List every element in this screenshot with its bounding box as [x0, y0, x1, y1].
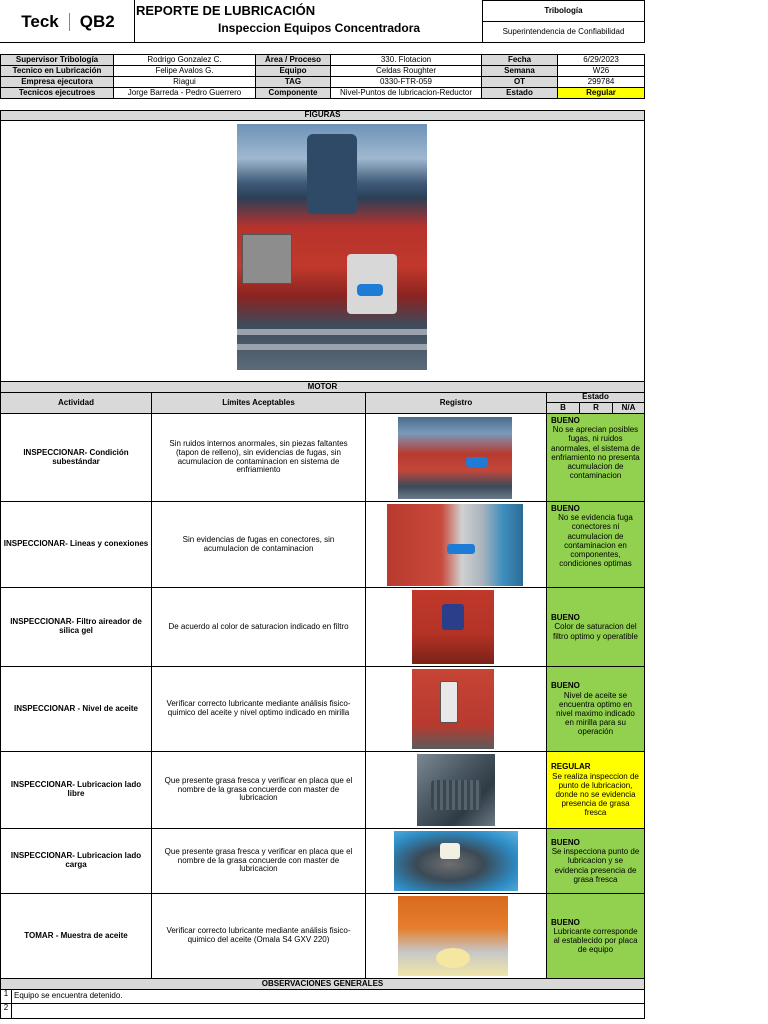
row-actividad: INSPECCIONAR- Lineas y conexiones	[0, 501, 152, 588]
registro-photo	[417, 754, 495, 826]
estado-label: Estado	[481, 87, 558, 99]
col-estado-na: N/A	[612, 402, 645, 414]
estado-head: REGULAR	[551, 762, 591, 772]
ot-value: 299784	[557, 76, 645, 88]
logo-divider	[69, 13, 70, 31]
row-limites: Verificar correcto lubricante mediante análisis fisico-quimico del aceite y nivel optimo indicado en mirilla	[151, 666, 366, 752]
row-limites: Que presente grasa fresca y verificar en placa que el nombre de la grasa concuerde con master de lubricacion	[151, 828, 366, 894]
col-limites: Límites Aceptables	[151, 392, 366, 414]
tecnico-value: Felipe Avalos G.	[113, 65, 256, 77]
estado-body: Se realiza inspeccion de punto de lubricacion, donde no se evidencia presencia de grasa fresca	[552, 771, 639, 818]
row-registro	[365, 828, 547, 894]
main-equipment-photo	[237, 124, 427, 370]
registro-photo	[398, 896, 508, 976]
estado-body: Nivel de aceite se encuentra optimo en nivel maximo indicado en mirilla para su operación	[556, 690, 635, 737]
row-limites: Que presente grasa fresca y verificar en placa que el nombre de la grasa concuerde con master de lubricacion	[151, 751, 366, 829]
componente-label: Componente	[255, 87, 331, 99]
observaciones-header: OBSERVACIONES GENERALES	[0, 978, 645, 990]
semana-label: Semana	[481, 65, 558, 77]
estado-head: BUENO	[551, 416, 580, 425]
equipo-label: Equipo	[255, 65, 331, 77]
registro-photo	[412, 590, 494, 664]
empresa-value: Riagui	[113, 76, 256, 88]
row-actividad: INSPECCIONAR- Lubricacion lado libre	[0, 751, 152, 829]
estado-body: No se aprecian posibles fugas, ni ruidos anormales, el sistema de enfriamiento no presenta acumulacion de contaminacion	[551, 425, 640, 481]
fecha-value: 6/29/2023	[557, 54, 645, 66]
row-estado	[546, 666, 645, 752]
estado-head: BUENO	[551, 613, 580, 623]
row-estado	[546, 413, 645, 502]
estado-head: BUENO	[551, 838, 580, 848]
estado-head: BUENO	[551, 917, 580, 927]
supervisor-value: Rodrigo Gonzalez C.	[113, 54, 256, 66]
row-registro	[365, 751, 547, 829]
estado-head: BUENO	[551, 504, 580, 513]
col-actividad: Actividad	[0, 392, 152, 414]
col-estado-r: R	[579, 402, 613, 414]
row-limites: Sin evidencias de fugas en conectores, sin acumulacion de contaminacion	[151, 501, 366, 588]
estado-head: BUENO	[551, 681, 580, 691]
header-line	[134, 0, 135, 43]
registro-photo	[412, 669, 494, 749]
row-estado	[546, 893, 645, 979]
componente-value: Nivel-Puntos de lubricacion-Reductor	[330, 87, 482, 99]
tag-value: 0330-FTR-059	[330, 76, 482, 88]
logo-teck: Teck	[21, 12, 59, 31]
dept-subtitle: Superintendencia de Confiabilidad	[482, 21, 645, 43]
row-actividad: INSPECCIONAR- Condición subestándar	[0, 413, 152, 502]
row-actividad: TOMAR - Muestra de aceite	[0, 893, 152, 979]
row-limites: Verificar correcto lubricante mediante análisis fisico-quimico del aceite (Omala S4 GXV 220)	[151, 893, 366, 979]
row-estado	[546, 751, 645, 829]
fecha-label: Fecha	[481, 54, 558, 66]
row-estado	[546, 587, 645, 667]
logo	[2, 2, 134, 42]
header-line	[0, 42, 645, 43]
registro-photo	[387, 504, 523, 586]
estado-body: Lubricante corresponde al establecido por placa de equipo	[553, 926, 638, 955]
row-registro	[365, 893, 547, 979]
row-registro	[365, 666, 547, 752]
page-title: REPORTE DE LUBRICACIÓN	[136, 3, 316, 18]
row-estado	[546, 828, 645, 894]
equipo-value: Celdas Roughter	[330, 65, 482, 77]
empresa-label: Empresa ejecutora	[0, 76, 114, 88]
area-label: Área / Proceso	[255, 54, 331, 66]
obs-num: 1	[0, 989, 12, 1004]
estado-body: Se inspecciona punto de lubricacion y se evidencia presencia de grasa fresca	[551, 847, 640, 884]
estado-value: Regular	[557, 87, 645, 99]
col-registro: Registro	[365, 392, 547, 414]
row-registro	[365, 587, 547, 667]
row-actividad: INSPECCIONAR - Nivel de aceite	[0, 666, 152, 752]
obs-num: 2	[0, 1003, 12, 1019]
registro-photo	[394, 831, 518, 891]
col-estado-b: B	[546, 402, 580, 414]
obs-text: Equipo se encuentra detenido.	[11, 989, 645, 1004]
ot-label: OT	[481, 76, 558, 88]
row-estado	[546, 501, 645, 588]
supervisor-label: Supervisor Tribología	[0, 54, 114, 66]
page-subtitle: Inspeccion Equipos Concentradora	[218, 21, 421, 35]
row-limites: De acuerdo al color de saturacion indicado en filtro	[151, 587, 366, 667]
logo-qb2: QB2	[79, 12, 115, 31]
area-value: 330. Flotacion	[330, 54, 482, 66]
row-registro	[365, 501, 547, 588]
semana-value: W26	[557, 65, 645, 77]
figuras-header: FIGURAS	[0, 110, 645, 121]
col-estado: Estado	[546, 392, 645, 403]
tecnico-label: Tecnico en Lubricación	[0, 65, 114, 77]
dept-title: Tribología	[482, 0, 645, 22]
ejecutores-value: Jorge Barreda - Pedro Guerrero	[113, 87, 256, 99]
registro-photo	[398, 417, 512, 499]
row-actividad: INSPECCIONAR- Lubricacion lado carga	[0, 828, 152, 894]
ejecutores-label: Tecnicos ejecutroes	[0, 87, 114, 99]
row-actividad: INSPECCIONAR- Filtro aireador de silica gel	[0, 587, 152, 667]
obs-text	[11, 1003, 645, 1019]
tag-label: TAG	[255, 76, 331, 88]
estado-body: Color de saturacion del filtro optimo y operatible	[553, 622, 638, 641]
motor-header: MOTOR	[0, 381, 645, 393]
row-limites: Sin ruidos internos anormales, sin piezas faltantes (tapon de relleno), sin evidencias de fugas, sin acumulacion de contaminacion en sistema de enfriamiento	[151, 413, 366, 502]
estado-body: No se evidencia fuga conectores ni acumulacion de contaminacion en componentes, condiciones optimas	[558, 513, 633, 569]
row-registro	[365, 413, 547, 502]
